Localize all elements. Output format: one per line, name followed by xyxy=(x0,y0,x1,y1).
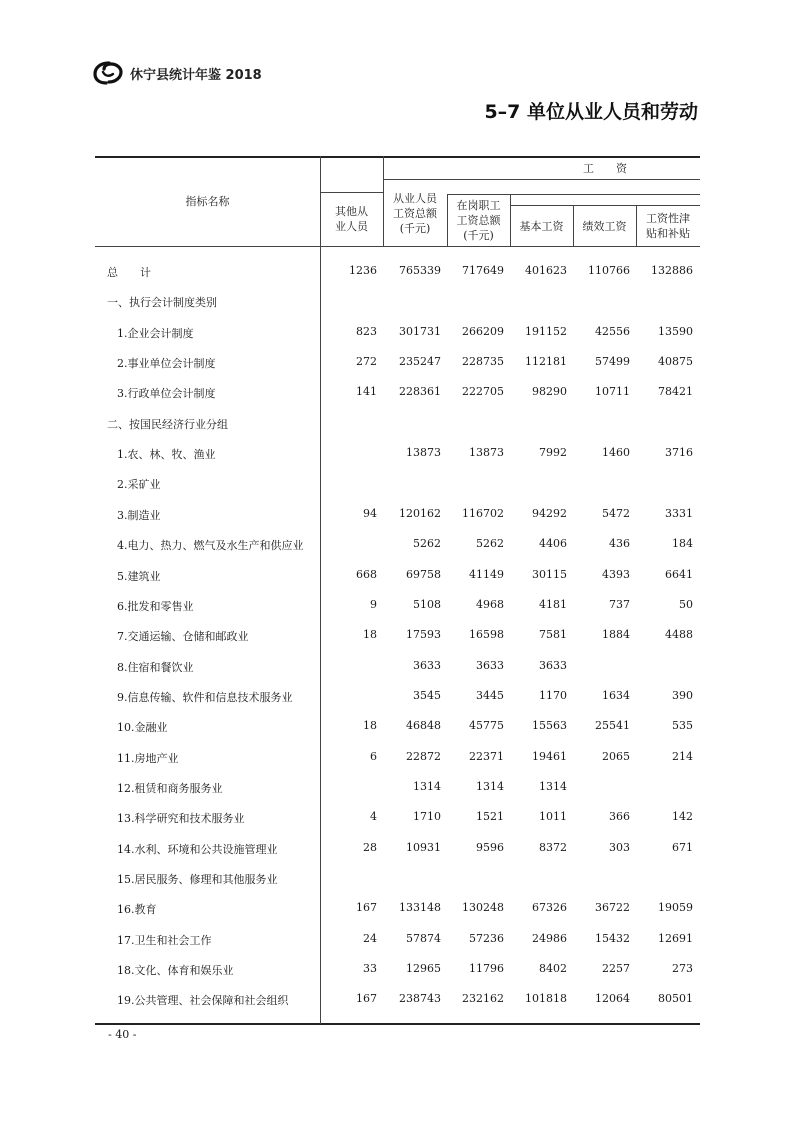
row-value: 17593 xyxy=(406,628,441,642)
row-value: 1710 xyxy=(413,810,441,824)
row-value: 228735 xyxy=(462,355,504,369)
row-value: 50 xyxy=(679,597,693,611)
row-value: 69758 xyxy=(406,567,441,581)
row-value: 42556 xyxy=(595,324,630,338)
row-value: 3633 xyxy=(413,658,441,672)
row-label: 19.公共管理、社会保障和社会组织 xyxy=(117,994,289,1008)
table-row xyxy=(95,383,700,403)
row-value: 1884 xyxy=(602,628,630,642)
row-value: 8372 xyxy=(539,840,567,854)
col-divider-name xyxy=(320,156,321,1024)
table-row xyxy=(95,353,700,373)
row-label: 5.建筑业 xyxy=(117,569,161,583)
table-row xyxy=(95,414,700,434)
row-value: 301731 xyxy=(399,324,441,338)
row-value: 3331 xyxy=(665,506,693,520)
table-row xyxy=(95,474,700,494)
row-value: 1314 xyxy=(476,779,504,793)
row-label: 12.租赁和商务服务业 xyxy=(117,781,223,795)
row-label: 11.房地产业 xyxy=(117,751,179,765)
row-label: 9.信息传输、软件和信息技术服务业 xyxy=(117,690,293,704)
row-value: 80501 xyxy=(658,992,693,1006)
row-label: 6.批发和零售业 xyxy=(117,599,194,613)
row-value: 1011 xyxy=(539,810,567,824)
header-other-staff: 其他从 业人员 xyxy=(335,205,368,233)
row-value: 717649 xyxy=(462,264,504,277)
row-label: 14.水利、环境和公共设施管理业 xyxy=(117,842,278,856)
row-value: 33 xyxy=(363,962,377,976)
row-value: 132886 xyxy=(651,264,693,277)
row-label: 2.事业单位会计制度 xyxy=(117,357,216,371)
row-value: 6641 xyxy=(665,567,693,581)
row-label: 15.居民服务、修理和其他服务业 xyxy=(117,873,278,886)
row-value: 8402 xyxy=(539,962,567,976)
row-value: 15563 xyxy=(532,719,567,733)
row-value: 130248 xyxy=(462,901,504,915)
row-value: 12965 xyxy=(406,962,441,976)
row-value: 116702 xyxy=(462,506,504,520)
row-value: 16598 xyxy=(469,628,504,642)
row-value: 3633 xyxy=(476,658,504,672)
row-value: 4406 xyxy=(539,537,567,551)
table-row xyxy=(95,262,700,282)
table-row xyxy=(95,990,700,1010)
table-row xyxy=(95,505,700,525)
table-row xyxy=(95,535,700,555)
table-bottom-rule xyxy=(95,1023,700,1025)
row-value: 19461 xyxy=(532,749,567,763)
row-value: 3716 xyxy=(665,446,693,460)
row-value: 4 xyxy=(370,810,377,824)
row-value: 222705 xyxy=(462,385,504,399)
row-value: 94292 xyxy=(532,506,567,520)
row-value: 141 xyxy=(356,385,377,399)
row-value: 28 xyxy=(363,840,377,854)
row-value: 3633 xyxy=(539,658,567,672)
header-basic-wage: 基本工资 xyxy=(519,219,564,233)
header-allowances: 工资性津 贴和补贴 xyxy=(646,212,690,240)
row-value: 235247 xyxy=(399,355,441,369)
yearbook-logo-icon xyxy=(93,60,123,86)
row-value: 57499 xyxy=(595,355,630,369)
table-row xyxy=(95,323,700,343)
row-value: 167 xyxy=(356,992,377,1006)
row-label: 4.电力、热力、燃气及水生产和供应业 xyxy=(117,539,304,553)
row-value: 436 xyxy=(609,537,630,551)
row-label: 13.科学研究和技术服务业 xyxy=(117,812,245,826)
page-number: - 40 - xyxy=(108,1028,137,1041)
yearbook-title: 休宁县统计年鉴 2018 xyxy=(130,68,262,83)
row-value: 25541 xyxy=(595,719,630,733)
row-value: 3445 xyxy=(476,688,504,702)
row-value: 67326 xyxy=(532,901,567,915)
row-value: 133148 xyxy=(399,901,441,915)
row-value: 36722 xyxy=(595,901,630,915)
row-value: 3545 xyxy=(413,688,441,702)
row-label: 总 计 xyxy=(107,266,151,279)
row-value: 401623 xyxy=(525,264,567,277)
row-value: 120162 xyxy=(399,506,441,520)
row-label: 8.住宿和餐饮业 xyxy=(117,660,194,674)
row-value: 1314 xyxy=(539,779,567,793)
table-row xyxy=(95,717,700,737)
table-row xyxy=(95,687,700,707)
row-value: 13873 xyxy=(406,446,441,460)
row-value: 12691 xyxy=(658,931,693,945)
row-value: 4488 xyxy=(665,628,693,642)
row-label: 2.采矿业 xyxy=(117,478,161,492)
table-row xyxy=(95,960,700,980)
row-value: 668 xyxy=(356,567,377,581)
row-value: 12064 xyxy=(595,992,630,1006)
row-value: 366 xyxy=(609,810,630,824)
table-row xyxy=(95,778,700,798)
row-label: 3.行政单位会计制度 xyxy=(117,387,216,401)
table-row xyxy=(95,566,700,586)
row-value: 2065 xyxy=(602,749,630,763)
row-value: 5472 xyxy=(602,506,630,520)
row-value: 40875 xyxy=(658,355,693,369)
table-row xyxy=(95,748,700,768)
row-label: 一、执行会计制度类别 xyxy=(107,296,217,310)
row-value: 765339 xyxy=(399,264,441,277)
row-value: 6 xyxy=(370,749,377,763)
table-row xyxy=(95,596,700,616)
row-value: 18 xyxy=(363,719,377,733)
row-value: 46848 xyxy=(406,719,441,733)
row-value: 78421 xyxy=(658,385,693,399)
row-value: 41149 xyxy=(469,567,504,581)
table-row xyxy=(95,292,700,312)
row-label: 1.农、林、牧、渔业 xyxy=(117,448,216,462)
row-label: 1.企业会计制度 xyxy=(117,326,194,340)
row-value: 5262 xyxy=(476,537,504,551)
table-row xyxy=(95,626,700,646)
table-row xyxy=(95,808,700,828)
row-value: 4968 xyxy=(476,597,504,611)
row-value: 15432 xyxy=(595,931,630,945)
row-value: 1521 xyxy=(476,810,504,824)
row-value: 671 xyxy=(672,840,693,854)
header-onpost-wages: 在岗职工 工资总额 (千元) xyxy=(456,199,501,242)
table-row xyxy=(95,444,700,464)
row-value: 167 xyxy=(356,901,377,915)
header-total-wages: 从业人员 工资总额 (千元) xyxy=(393,191,437,235)
table-row xyxy=(95,657,700,677)
row-value: 1236 xyxy=(349,264,377,277)
row-value: 823 xyxy=(356,324,377,338)
row-label: 10.金融业 xyxy=(117,721,168,735)
row-value: 214 xyxy=(672,749,693,763)
row-value: 184 xyxy=(672,537,693,551)
row-value: 4393 xyxy=(602,567,630,581)
row-value: 273 xyxy=(672,962,693,976)
row-value: 4181 xyxy=(539,597,567,611)
row-label: 3.制造业 xyxy=(117,508,161,522)
row-label: 16.教育 xyxy=(117,903,157,917)
row-value: 22872 xyxy=(406,749,441,763)
row-value: 110766 xyxy=(588,264,630,277)
row-value: 45775 xyxy=(469,719,504,733)
row-value: 1170 xyxy=(539,688,567,702)
row-value: 1314 xyxy=(413,779,441,793)
header-bottom-rule xyxy=(95,246,700,247)
row-value: 142 xyxy=(672,810,693,824)
header-wage-group: 工 资 xyxy=(583,161,627,175)
row-value: 5262 xyxy=(413,537,441,551)
row-value: 24 xyxy=(363,931,377,945)
row-value: 57236 xyxy=(469,931,504,945)
row-value: 13590 xyxy=(658,324,693,338)
row-value: 24986 xyxy=(532,931,567,945)
row-value: 535 xyxy=(672,719,693,733)
table-row xyxy=(95,839,700,859)
row-value: 30115 xyxy=(532,567,567,581)
row-value: 303 xyxy=(609,840,630,854)
row-value: 2257 xyxy=(602,962,630,976)
row-value: 232162 xyxy=(462,992,504,1006)
row-value: 57874 xyxy=(406,931,441,945)
row-value: 10931 xyxy=(406,840,441,854)
row-value: 1634 xyxy=(602,688,630,702)
page-title: 5–7 单位从业人员和劳动 xyxy=(484,101,698,123)
row-value: 7581 xyxy=(539,628,567,642)
row-value: 10711 xyxy=(595,385,630,399)
header-performance-wage: 绩效工资 xyxy=(582,219,627,233)
row-value: 18 xyxy=(363,628,377,642)
row-value: 9 xyxy=(370,597,377,611)
row-value: 112181 xyxy=(525,355,567,369)
row-value: 191152 xyxy=(525,324,567,338)
row-value: 98290 xyxy=(532,385,567,399)
row-label: 18.文化、体育和娱乐业 xyxy=(117,964,234,978)
row-value: 11796 xyxy=(469,962,504,976)
row-value: 7992 xyxy=(539,446,567,460)
row-value: 737 xyxy=(609,597,630,611)
row-value: 101818 xyxy=(525,992,567,1006)
row-label: 17.卫生和社会工作 xyxy=(117,933,212,947)
row-value: 266209 xyxy=(462,324,504,338)
row-value: 1460 xyxy=(602,446,630,460)
row-value: 9596 xyxy=(476,840,504,854)
table-row xyxy=(95,869,700,889)
row-label: 二、按国民经济行业分组 xyxy=(107,417,228,431)
header-indicator: 指标名称 xyxy=(185,195,230,208)
row-value: 228361 xyxy=(399,385,441,399)
row-value: 238743 xyxy=(399,992,441,1006)
row-value: 13873 xyxy=(469,446,504,460)
row-label: 7.交通运输、仓储和邮政业 xyxy=(117,630,249,644)
table-row xyxy=(95,930,700,950)
row-value: 94 xyxy=(363,506,377,520)
row-value: 390 xyxy=(672,688,693,702)
table-row xyxy=(95,899,700,919)
row-value: 22371 xyxy=(469,749,504,763)
row-value: 19059 xyxy=(658,901,693,915)
row-value: 5108 xyxy=(413,597,441,611)
row-value: 272 xyxy=(356,355,377,369)
